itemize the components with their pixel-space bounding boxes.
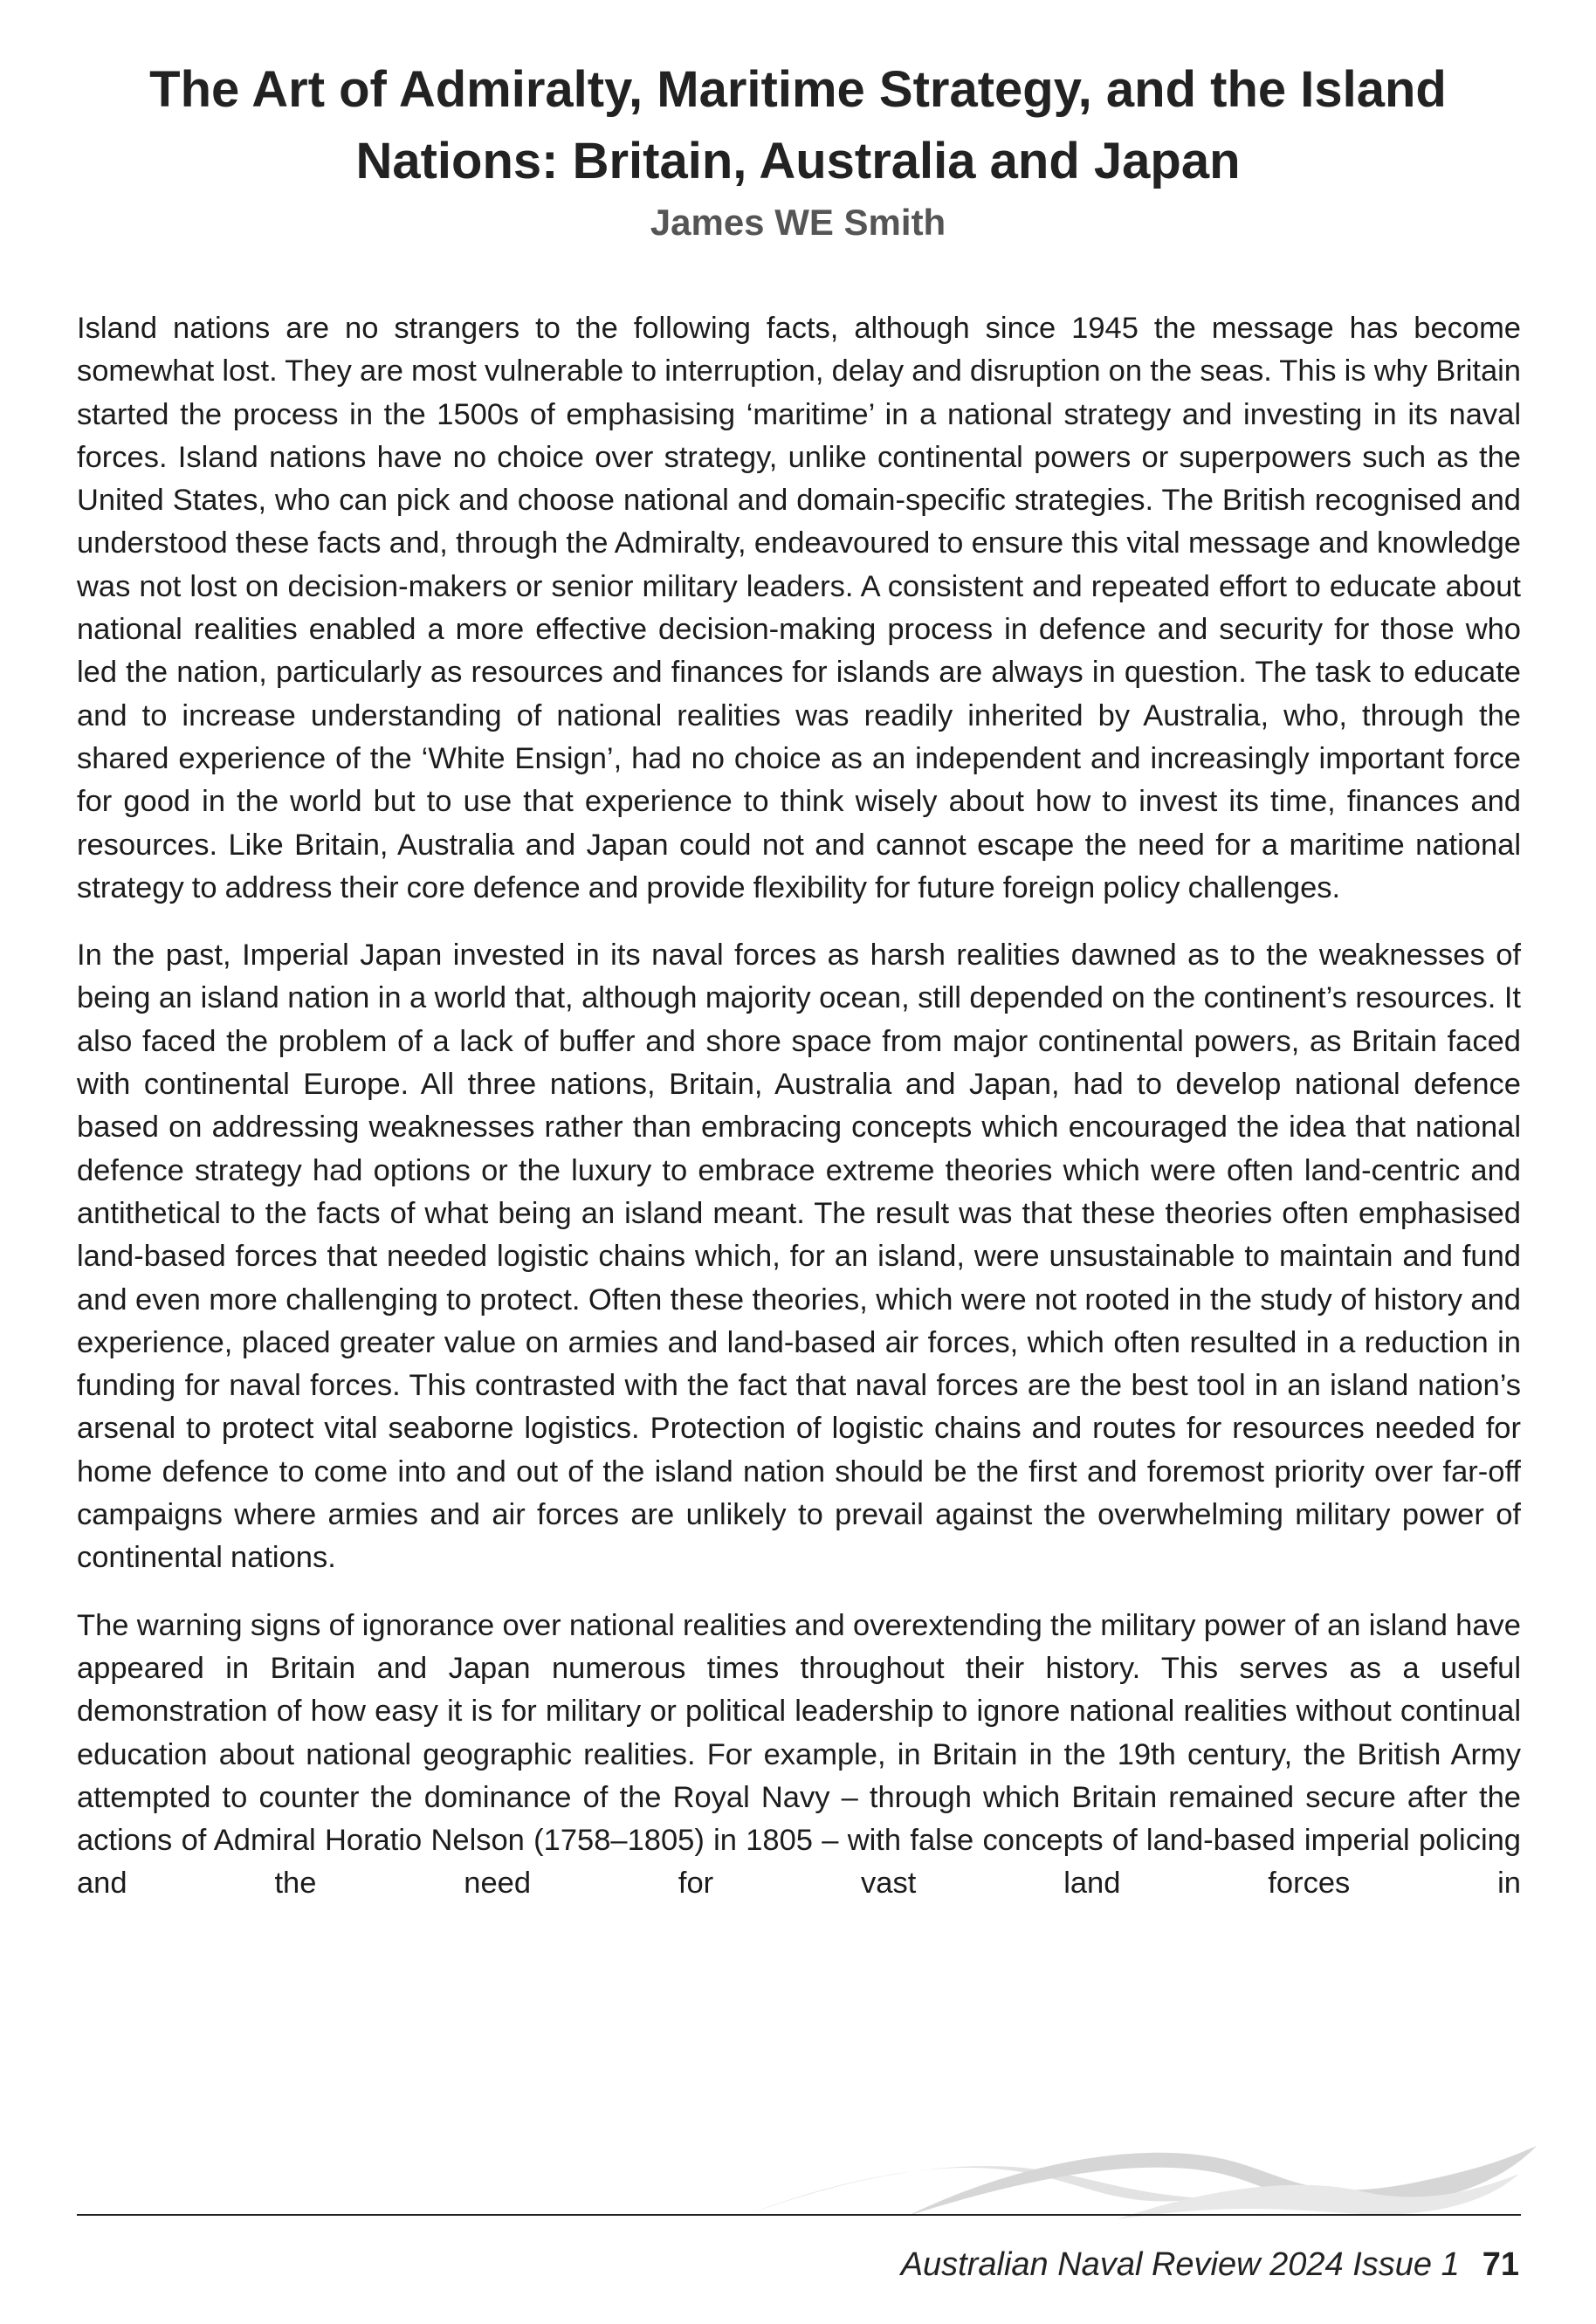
body-paragraph: Island nations are no strangers to the following facts, although since 1945 the message has become somewhat lost. They are most vulnerable to interruption, delay and disruption on the seas. This is why Britain started the process in the 1500s of emphasising ‘maritime’ in a national strategy and investing in its naval forces. Island nations have no choice over strategy, unlike continental powers or superpowers such as the United States, who can pick and choose national and domain-specific strategies. The British recognised and understood these facts and, through the Admiralty, endeavoured to ensure this vital message and knowledge was not lost on decision-makers or senior military leaders. A consistent and repeated effort to educate about national realities enabled a more effective decision-making process in defence and security for those who led the nation, particularly as resources and finances for islands are always in question. The task to educate and to increase understanding of national realities was readily inherited by Australia, who, through the shared experience of the ‘White Ensign’, had no choice as an independent and increasingly important force for good in the world but to use that experience to think wisely about how to invest its time, finances and resources. Like Britain, Australia and Japan could not and cannot escape the need for a maritime national strategy to address their core defence and provide flexibility for future foreign policy challenges.	[77, 312, 1521, 904]
body-paragraph: In the past, Imperial Japan invested in its naval forces as harsh realities dawned as to the weaknesses of being an island nation in a world that, although majority ocean, still depended on the continent’s resources. It also faced the problem of a lack of buffer and shore space from major continental powers, as Britain faced with continental Europe. All three nations, Britain, Australia and Japan, had to develop national defence based on addressing weaknesses rather than embracing concepts which encouraged the idea that national defence strategy had options or the luxury to embrace extreme theories which were often land-centric and antithetical to the facts of what being an island meant. The result was that these theories often emphasised land-based forces that needed logistic chains which, for an island, were unsustainable to maintain and fund and even more challenging to protect. Often these theories, which were not rooted in the study of history and experience, placed greater value on armies and land-based air forces, which often resulted in a reduction in funding for naval forces. This contrasted with the fact that naval forces are the best tool in an island nation’s arsenal to protect vital seaborne logistics. Protection of logistic chains and routes for resources needed for home defence to come into and out of the island nation should be the first and foremost priority over far-off campaigns where armies and air forces are unlikely to prevail against the overwhelming military power of continental nations.	[77, 939, 1521, 1575]
wave-decoration-icon	[751, 2121, 1537, 2226]
page-footer	[901, 2244, 1519, 2286]
footer-divider	[77, 2214, 1521, 2216]
article-body	[77, 307, 1521, 1906]
article-author: James WE Smith	[650, 202, 946, 243]
body-paragraph: The warning signs of ignorance over national realities and overextending the military power of an island have appeared in Britain and Japan numerous times throughout their history. This serves as a useful demonstration of how easy it is for military or political leadership to ignore national realities without continual education about national geographic realities. For example, in Britain in the 19th century, the British Army attempted to counter the dominance of the Royal Navy – through which Britain remained secure after the actions of Admiral Horatio Nelson (1758–1805) in 1805 – with false concepts of land-based imperial policing and the need for vast land forces in	[77, 1608, 1521, 1901]
article-title: The Art of Admiralty, Maritime Strategy, and the Island Nations: Britain, Australia and Japan	[149, 61, 1447, 189]
journal-name: Australian Naval Review 2024 Issue 1	[900, 2246, 1460, 2283]
page-number: 71	[1482, 2246, 1519, 2283]
